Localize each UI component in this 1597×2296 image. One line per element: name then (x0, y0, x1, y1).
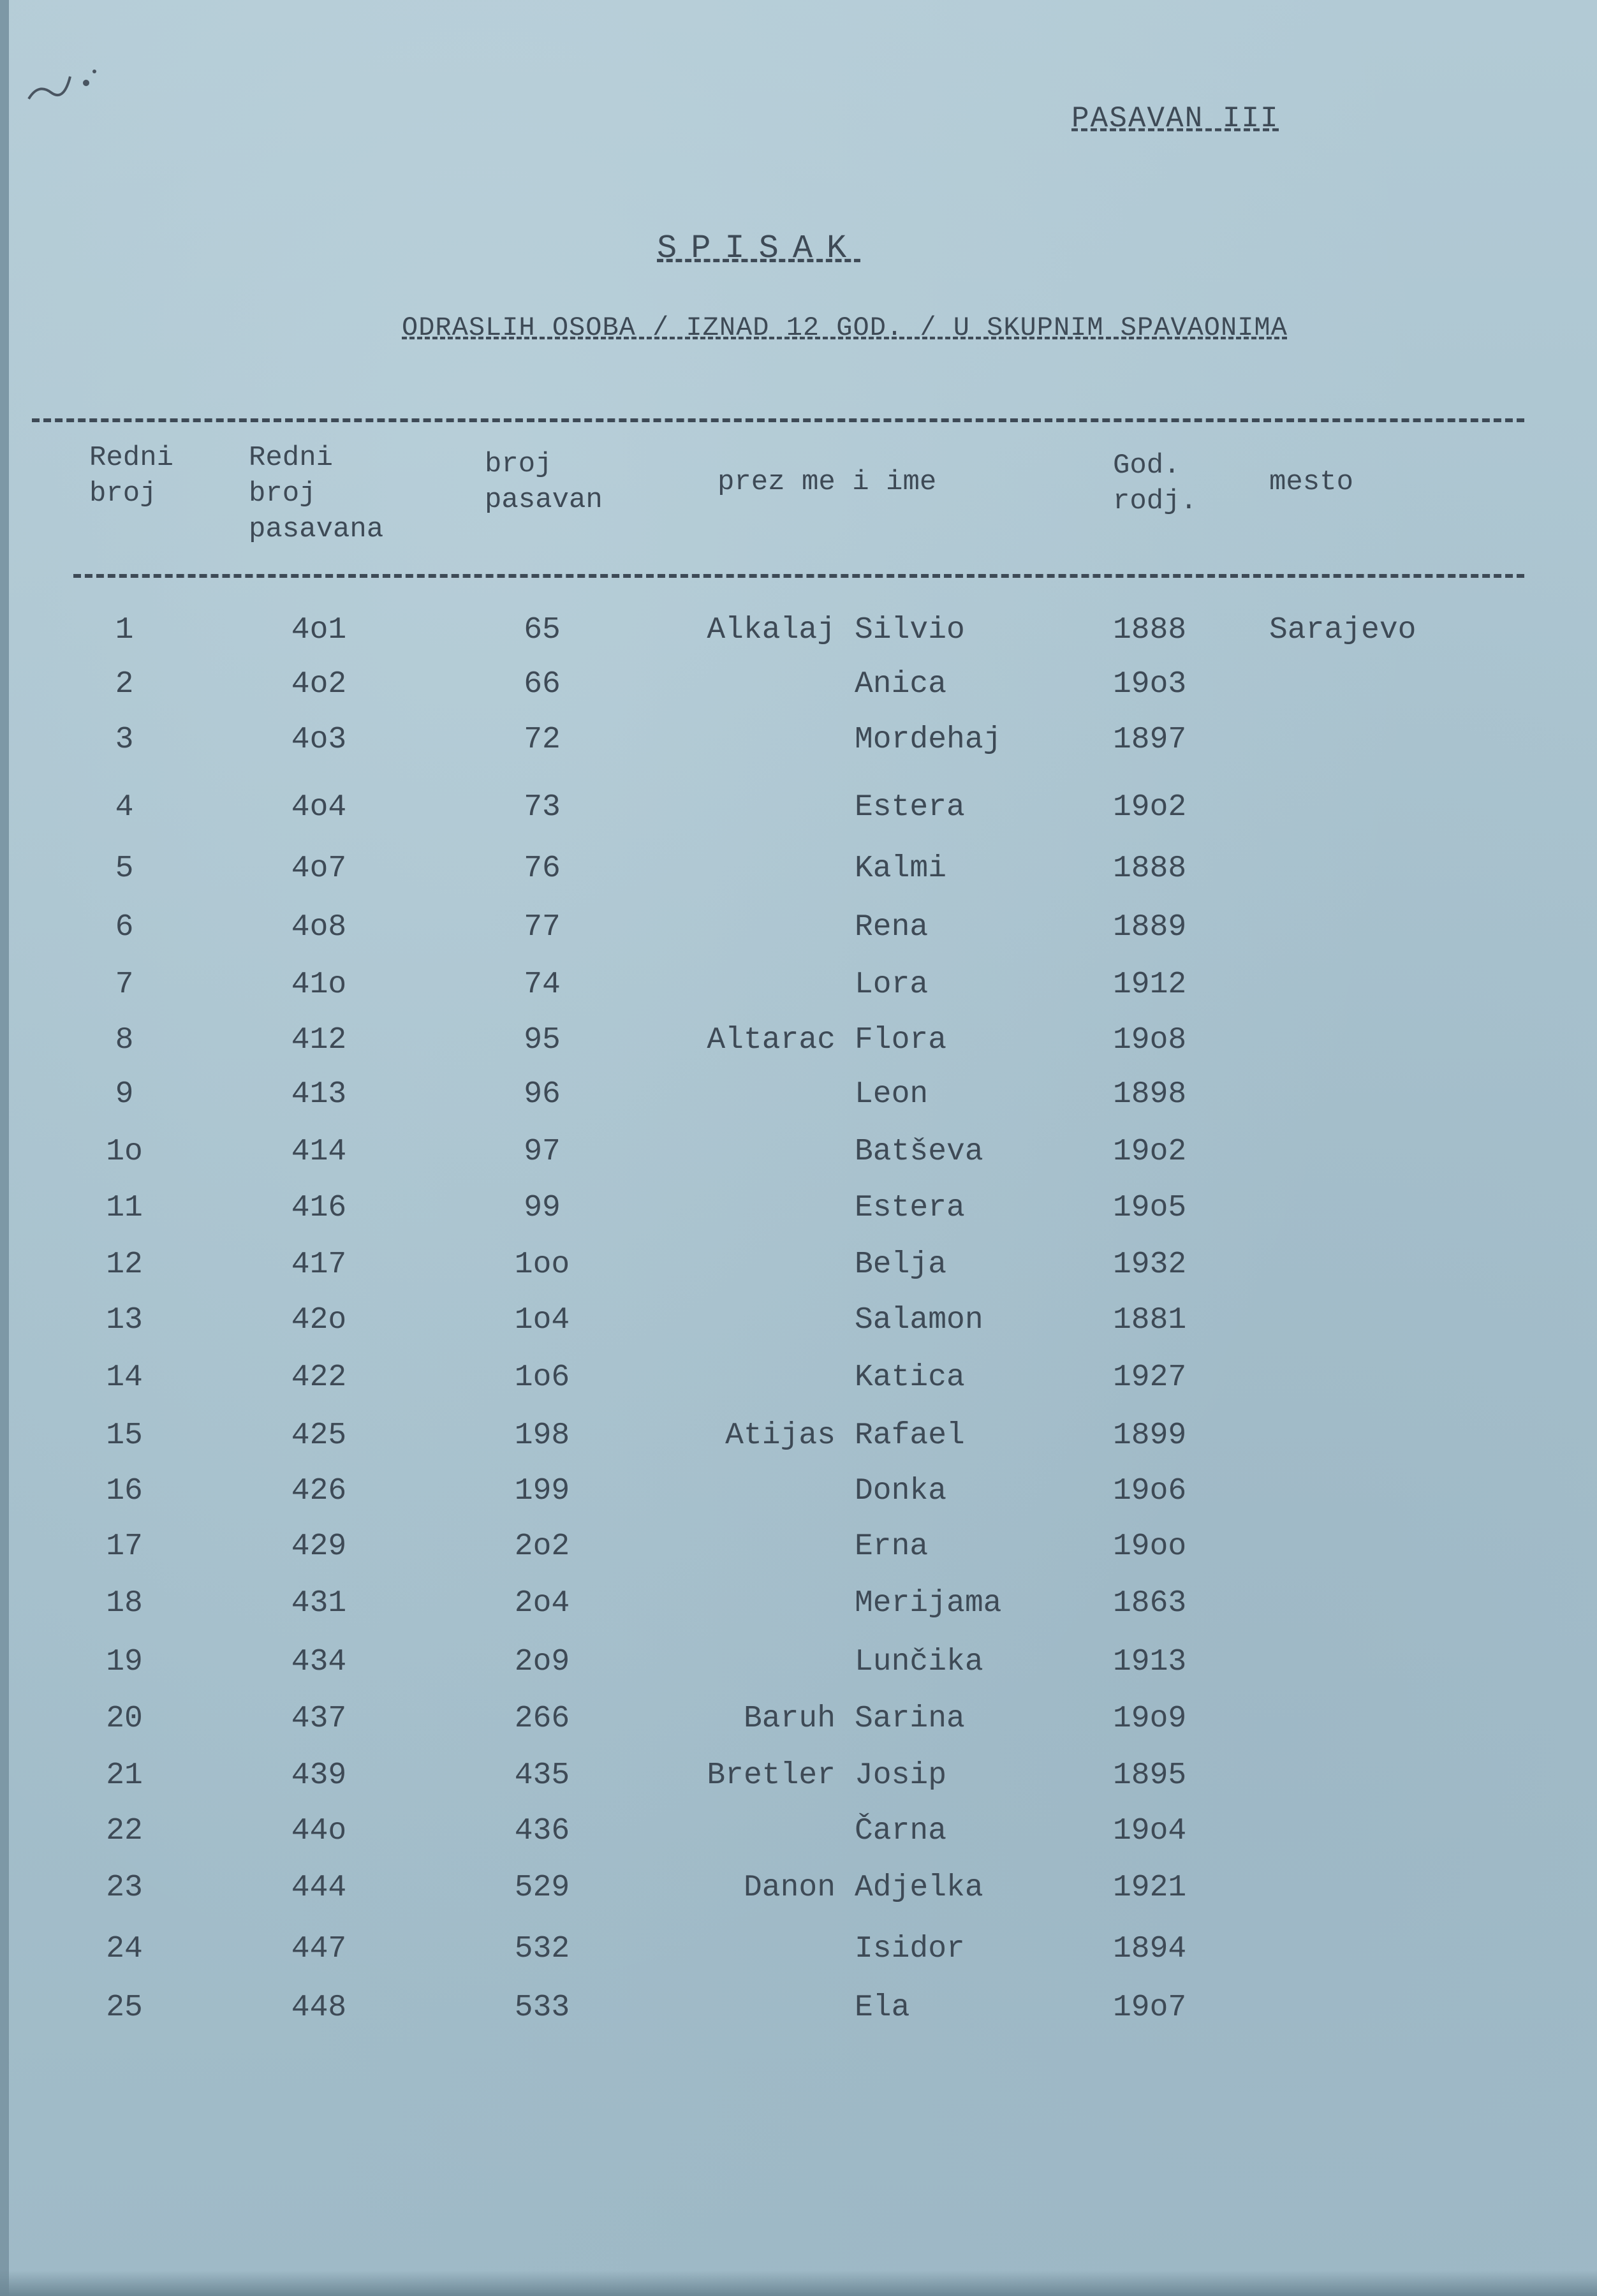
row-first-name: Leon (855, 1077, 929, 1112)
row-number: 14 (106, 1360, 143, 1395)
row-broj-pasavan: 2o4 (514, 1586, 570, 1621)
row-pasavan-number: 429 (291, 1529, 347, 1564)
row-pasavan-number: 417 (291, 1247, 347, 1282)
row-first-name: Anica (855, 667, 947, 702)
row-first-name: Donka (855, 1474, 947, 1508)
row-pasavan-number: 4o7 (291, 851, 347, 886)
row-broj-pasavan: 532 (514, 1932, 570, 1966)
row-birth-year: 19o8 (1113, 1023, 1187, 1057)
document-subtitle: ODRASLIH OSOBA / IZNAD 12 GOD. / U SKUPNIM SPAVAONIMA (402, 313, 1288, 343)
column-header-prezime-ime: prez me i ime (718, 466, 937, 498)
row-birth-year: 19o3 (1113, 667, 1187, 702)
row-broj-pasavan: 74 (524, 968, 561, 1002)
column-header-redni-broj-pasavana: Redni broj pasavana (249, 442, 384, 545)
row-pasavan-number: 41o (291, 968, 347, 1002)
row-broj-pasavan: 1o4 (514, 1303, 570, 1337)
row-number: 11 (106, 1191, 143, 1225)
row-birth-year: 1888 (1113, 851, 1187, 886)
row-broj-pasavan: 72 (524, 723, 561, 757)
row-broj-pasavan: 76 (524, 851, 561, 886)
row-broj-pasavan: 77 (524, 910, 561, 945)
row-first-name: Kalmi (855, 851, 947, 886)
row-pasavan-number: 412 (291, 1023, 347, 1057)
row-first-name: Estera (855, 790, 965, 825)
row-first-name: Ela (855, 1991, 910, 2025)
header-bottom-rule (73, 574, 1524, 578)
row-broj-pasavan: 73 (524, 790, 561, 825)
row-first-name: Lora (855, 968, 929, 1002)
row-broj-pasavan: 529 (514, 1871, 570, 1905)
row-first-name: Silvio (855, 613, 965, 647)
row-broj-pasavan: 199 (514, 1474, 570, 1508)
row-number: 13 (106, 1303, 143, 1337)
row-first-name: Lunčika (855, 1645, 983, 1679)
row-birth-year: 1921 (1113, 1871, 1187, 1905)
row-broj-pasavan: 2o9 (514, 1645, 570, 1679)
row-surname: Altarac (707, 1023, 835, 1057)
paper-edge (0, 0, 9, 2296)
row-broj-pasavan: 65 (524, 613, 561, 647)
row-broj-pasavan: 97 (524, 1135, 561, 1169)
row-place: Sarajevo (1269, 613, 1417, 647)
row-first-name: Čarna (855, 1814, 947, 1848)
row-first-name: Batševa (855, 1135, 983, 1169)
row-number: 25 (106, 1991, 143, 2025)
row-broj-pasavan: 436 (514, 1814, 570, 1848)
row-birth-year: 1913 (1113, 1645, 1187, 1679)
row-number: 20 (106, 1702, 143, 1736)
row-number: 9 (115, 1077, 134, 1112)
row-first-name: Flora (855, 1023, 947, 1057)
row-pasavan-number: 444 (291, 1871, 347, 1905)
row-first-name: Belja (855, 1247, 947, 1282)
row-number: 7 (115, 968, 134, 1002)
row-number: 22 (106, 1814, 143, 1848)
row-number: 23 (106, 1871, 143, 1905)
row-broj-pasavan: 96 (524, 1077, 561, 1112)
row-first-name: Sarina (855, 1702, 965, 1736)
row-broj-pasavan: 66 (524, 667, 561, 702)
row-pasavan-number: 4o1 (291, 613, 347, 647)
row-pasavan-number: 4o8 (291, 910, 347, 945)
row-birth-year: 1888 (1113, 613, 1187, 647)
row-broj-pasavan: 95 (524, 1023, 561, 1057)
row-pasavan-number: 447 (291, 1932, 347, 1966)
row-number: 15 (106, 1418, 143, 1453)
row-number: 2 (115, 667, 134, 702)
row-pasavan-number: 4o2 (291, 667, 347, 702)
row-first-name: Katica (855, 1360, 965, 1395)
row-surname: Danon (743, 1871, 835, 1905)
row-broj-pasavan: 266 (514, 1702, 570, 1736)
row-birth-year: 19o2 (1113, 1135, 1187, 1169)
row-number: 1 (115, 613, 134, 647)
row-birth-year: 19o9 (1113, 1702, 1187, 1736)
row-birth-year: 1889 (1113, 910, 1187, 945)
column-header-broj-pasavan: broj pasavan (485, 448, 603, 516)
row-pasavan-number: 422 (291, 1360, 347, 1395)
row-number: 17 (106, 1529, 143, 1564)
row-first-name: Estera (855, 1191, 965, 1225)
row-first-name: Erna (855, 1529, 929, 1564)
row-number: 19 (106, 1645, 143, 1679)
row-surname: Alkalaj (707, 613, 835, 647)
document-title: SPISAK (657, 230, 861, 267)
row-birth-year: 19o5 (1113, 1191, 1187, 1225)
row-broj-pasavan: 533 (514, 1991, 570, 2025)
row-birth-year: 1899 (1113, 1418, 1187, 1453)
row-number: 18 (106, 1586, 143, 1621)
row-birth-year: 19o6 (1113, 1474, 1187, 1508)
row-first-name: Rena (855, 910, 929, 945)
row-pasavan-number: 434 (291, 1645, 347, 1679)
row-first-name: Salamon (855, 1303, 983, 1337)
row-pasavan-number: 437 (291, 1702, 347, 1736)
row-number: 6 (115, 910, 134, 945)
row-number: 16 (106, 1474, 143, 1508)
row-broj-pasavan: 435 (514, 1758, 570, 1793)
row-birth-year: 1932 (1113, 1247, 1187, 1282)
row-broj-pasavan: 1oo (514, 1247, 570, 1282)
row-birth-year: 1895 (1113, 1758, 1187, 1793)
row-pasavan-number: 4o3 (291, 723, 347, 757)
row-first-name: Adjelka (855, 1871, 983, 1905)
row-birth-year: 1898 (1113, 1077, 1187, 1112)
row-first-name: Isidor (855, 1932, 965, 1966)
column-header-mesto: mesto (1269, 466, 1354, 498)
row-birth-year: 1912 (1113, 968, 1187, 1002)
row-number: 1o (106, 1135, 143, 1169)
ink-smudge-mark (26, 64, 102, 102)
row-number: 12 (106, 1247, 143, 1282)
row-pasavan-number: 426 (291, 1474, 347, 1508)
row-number: 21 (106, 1758, 143, 1793)
row-birth-year: 19o4 (1113, 1814, 1187, 1848)
row-pasavan-number: 414 (291, 1135, 347, 1169)
row-broj-pasavan: 198 (514, 1418, 570, 1453)
row-surname: Baruh (743, 1702, 835, 1736)
row-number: 3 (115, 723, 134, 757)
row-pasavan-number: 4o4 (291, 790, 347, 825)
row-pasavan-number: 425 (291, 1418, 347, 1453)
row-birth-year: 1881 (1113, 1303, 1187, 1337)
row-surname: Atijas (725, 1418, 835, 1453)
row-birth-year: 1897 (1113, 723, 1187, 757)
row-broj-pasavan: 1o6 (514, 1360, 570, 1395)
row-birth-year: 1927 (1113, 1360, 1187, 1395)
row-first-name: Josip (855, 1758, 947, 1793)
row-pasavan-number: 448 (291, 1991, 347, 2025)
row-number: 4 (115, 790, 134, 825)
row-first-name: Mordehaj (855, 723, 1002, 757)
row-birth-year: 19oo (1113, 1529, 1187, 1564)
column-header-god-rodj: God. rodj. (1113, 450, 1198, 517)
row-number: 8 (115, 1023, 134, 1057)
row-broj-pasavan: 2o2 (514, 1529, 570, 1564)
row-first-name: Merijama (855, 1586, 1002, 1621)
row-birth-year: 19o2 (1113, 790, 1187, 825)
row-number: 24 (106, 1932, 143, 1966)
row-pasavan-number: 439 (291, 1758, 347, 1793)
row-pasavan-number: 416 (291, 1191, 347, 1225)
page-label: PASAVAN III (1071, 102, 1279, 135)
row-surname: Bretler (707, 1758, 835, 1793)
header-top-rule (32, 418, 1524, 422)
row-pasavan-number: 42o (291, 1303, 347, 1337)
column-header-redni-broj: Redni broj (89, 442, 174, 510)
row-birth-year: 1894 (1113, 1932, 1187, 1966)
paper-bottom-shadow (0, 2270, 1597, 2296)
row-first-name: Rafael (855, 1418, 965, 1453)
row-birth-year: 1863 (1113, 1586, 1187, 1621)
row-pasavan-number: 413 (291, 1077, 347, 1112)
row-pasavan-number: 431 (291, 1586, 347, 1621)
row-broj-pasavan: 99 (524, 1191, 561, 1225)
row-pasavan-number: 44o (291, 1814, 347, 1848)
row-number: 5 (115, 851, 134, 886)
row-birth-year: 19o7 (1113, 1991, 1187, 2025)
